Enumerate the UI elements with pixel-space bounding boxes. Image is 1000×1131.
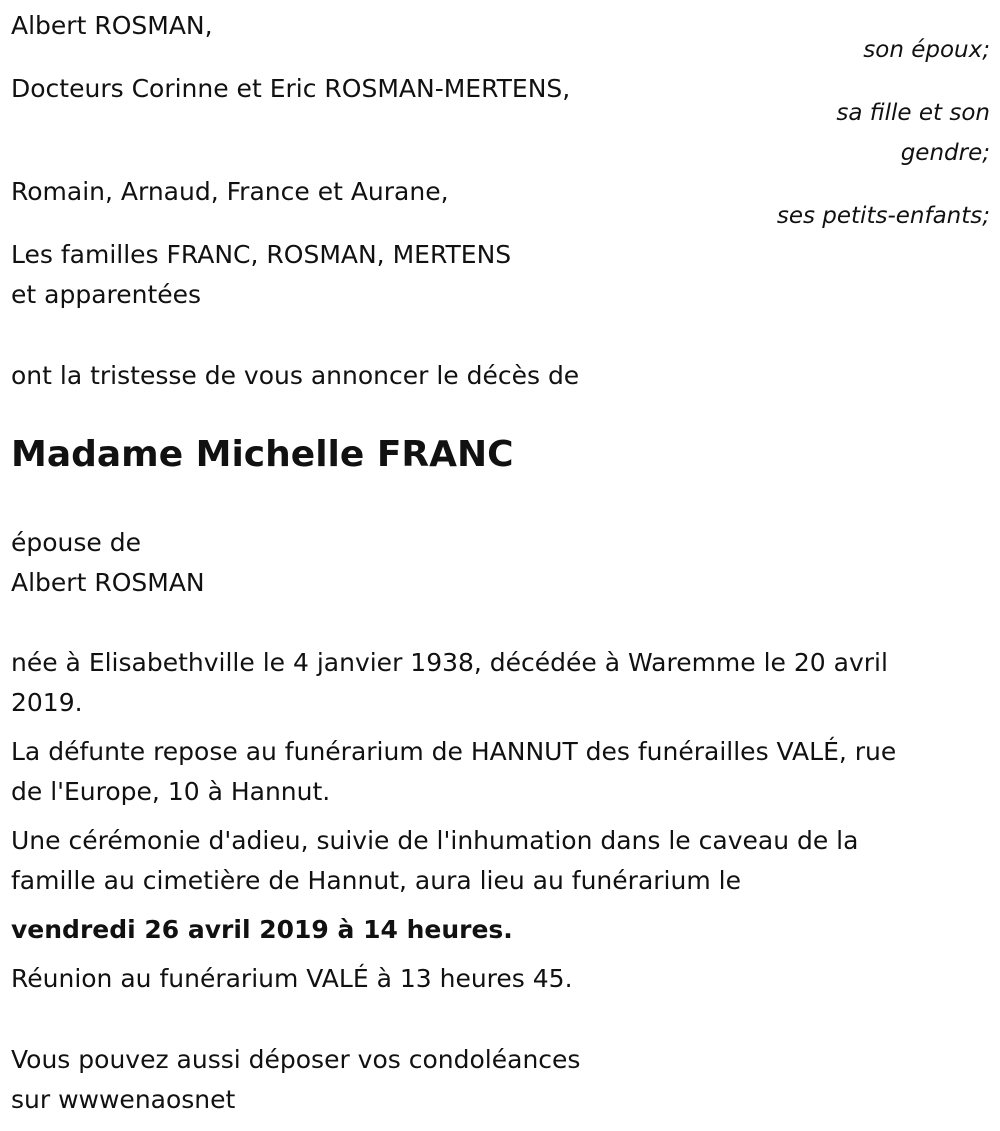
rest-location-text: La défunte repose au funérarium de HANNUT des funérailles VALÉ, rue [11, 737, 897, 766]
meeting-text: Réunion au funérarium VALÉ à 13 heures 45. [11, 964, 573, 993]
birth-death-text: 2019. [11, 688, 83, 717]
ceremony-text: famille au cimetière de Hannut, aura lieu au funérarium le [11, 866, 741, 895]
spouse-name: Albert ROSMAN [11, 568, 205, 597]
family-relation: sa fille et son [836, 100, 990, 126]
ceremony-text: Une cérémonie d'adieu, suivie de l'inhumation dans le caveau de la [11, 826, 859, 855]
families-line: Les familles FRANC, ROSMAN, MERTENS [11, 240, 512, 269]
families-line: et apparentées [11, 280, 202, 309]
condolences-text: sur wwwenaosnet [11, 1085, 236, 1114]
family-relation: son époux; [863, 37, 990, 63]
announcement-text: ont la tristesse de vous annoncer le décès de [11, 361, 580, 390]
family-member-name: Albert ROSMAN, [11, 11, 213, 40]
family-relation: ses petits-enfants; [776, 203, 990, 229]
spouse-label: épouse de [11, 528, 141, 557]
birth-death-text: née à Elisabethville le 4 janvier 1938, décédée à Waremme le 20 avril [11, 648, 888, 677]
ceremony-date: vendredi 26 avril 2019 à 14 heures. [11, 915, 513, 944]
deceased-name: Madame Michelle FRANC [11, 434, 514, 475]
family-relation: gendre; [900, 140, 990, 166]
rest-location-text: de l'Europe, 10 à Hannut. [11, 777, 331, 806]
family-member-name: Docteurs Corinne et Eric ROSMAN-MERTENS, [11, 74, 571, 103]
condolences-text: Vous pouvez aussi déposer vos condoléances [11, 1045, 581, 1074]
family-member-name: Romain, Arnaud, France et Aurane, [11, 177, 449, 206]
